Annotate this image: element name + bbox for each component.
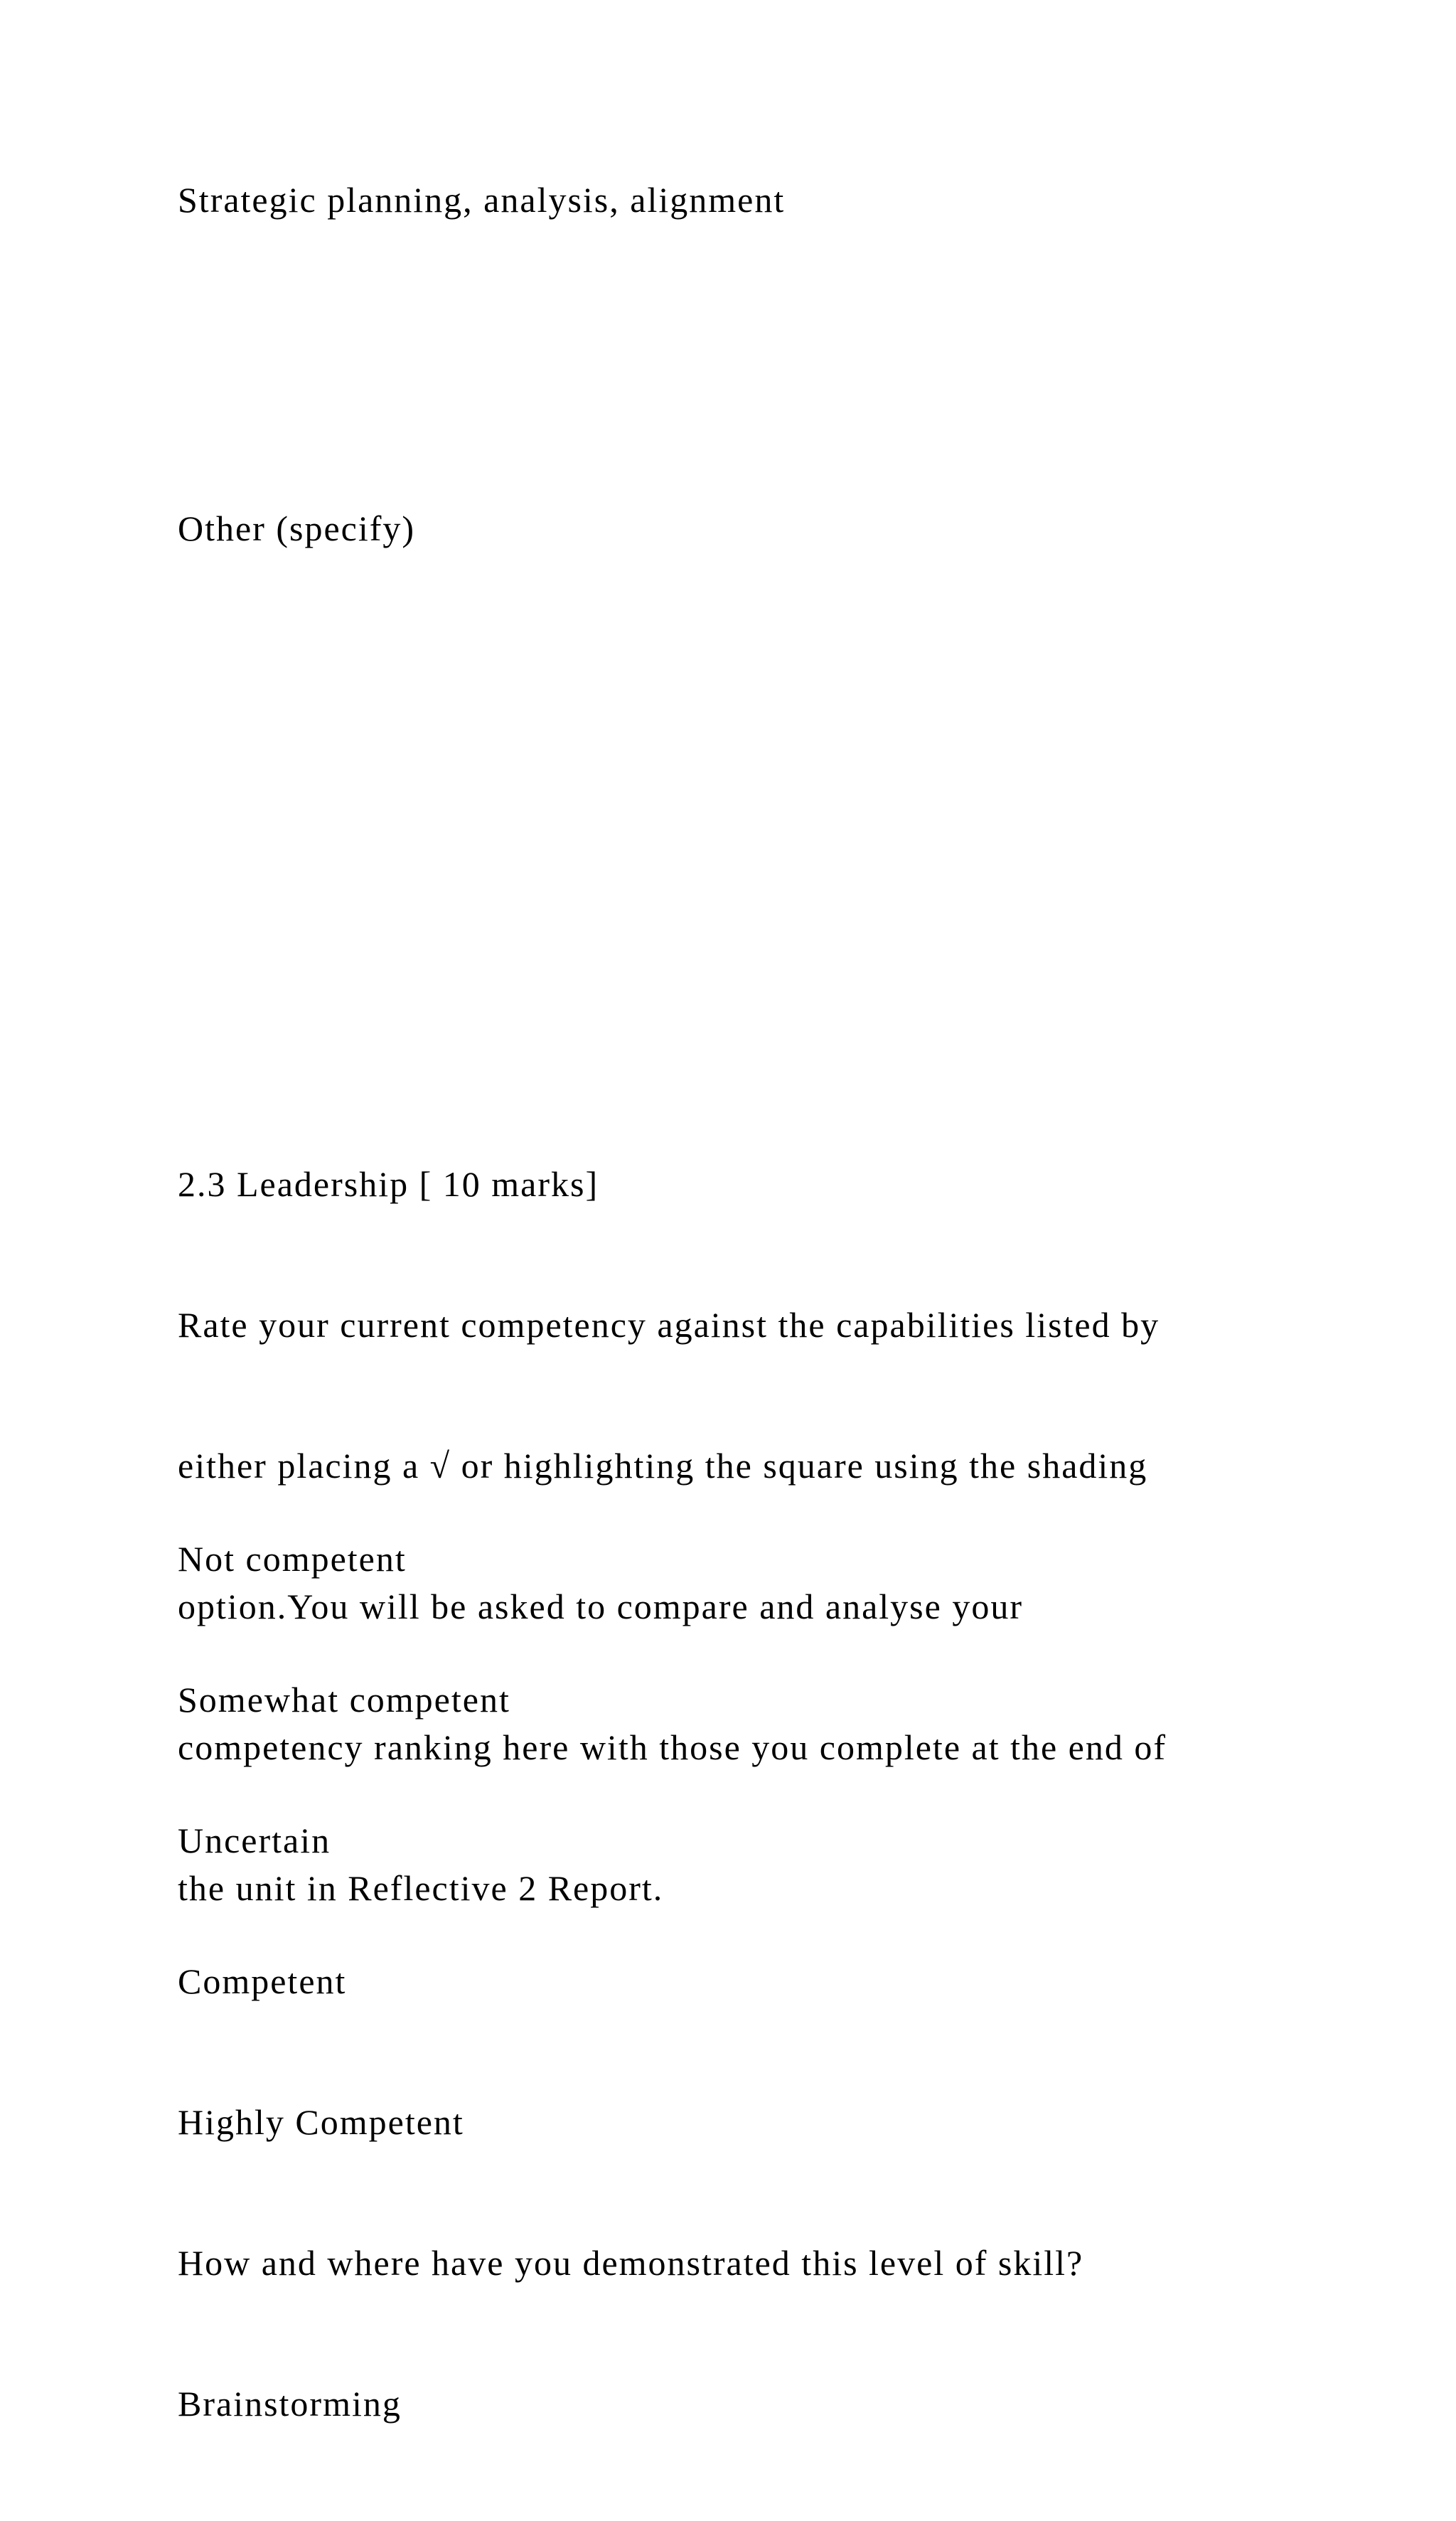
- scale-item-uncertain: Uncertain: [178, 1821, 331, 1860]
- instruction-line: competency ranking here with those you complete at the end of: [178, 1727, 1167, 1767]
- capability-other-specify: Other (specify): [178, 508, 416, 548]
- instruction-line: Rate your current competency against the capabilities listed by: [178, 1305, 1160, 1345]
- instruction-line: option.You will be asked to compare and analyse your: [178, 1587, 1023, 1626]
- capability-brainstorming: Brainstorming: [178, 2384, 402, 2424]
- instruction-line: the unit in Reflective 2 Report.: [178, 1868, 664, 1908]
- section-heading: 2.3 Leadership [ 10 marks]: [178, 1164, 599, 1204]
- scale-item-not-competent: Not competent: [178, 1539, 407, 1579]
- instruction-line: either placing a √ or highlighting the square using the shading: [178, 1446, 1148, 1486]
- scale-item-competent: Competent: [178, 1961, 347, 2001]
- competency-scale: [178, 1441, 1083, 2521]
- scale-item-highly-competent: Highly Competent: [178, 2102, 464, 2142]
- capability-strategic-planning: Strategic planning, analysis, alignment: [178, 180, 786, 220]
- demonstration-question: How and where have you demonstrated this level of skill?: [178, 2243, 1084, 2283]
- scale-item-somewhat-competent: Somewhat competent: [178, 1680, 510, 1720]
